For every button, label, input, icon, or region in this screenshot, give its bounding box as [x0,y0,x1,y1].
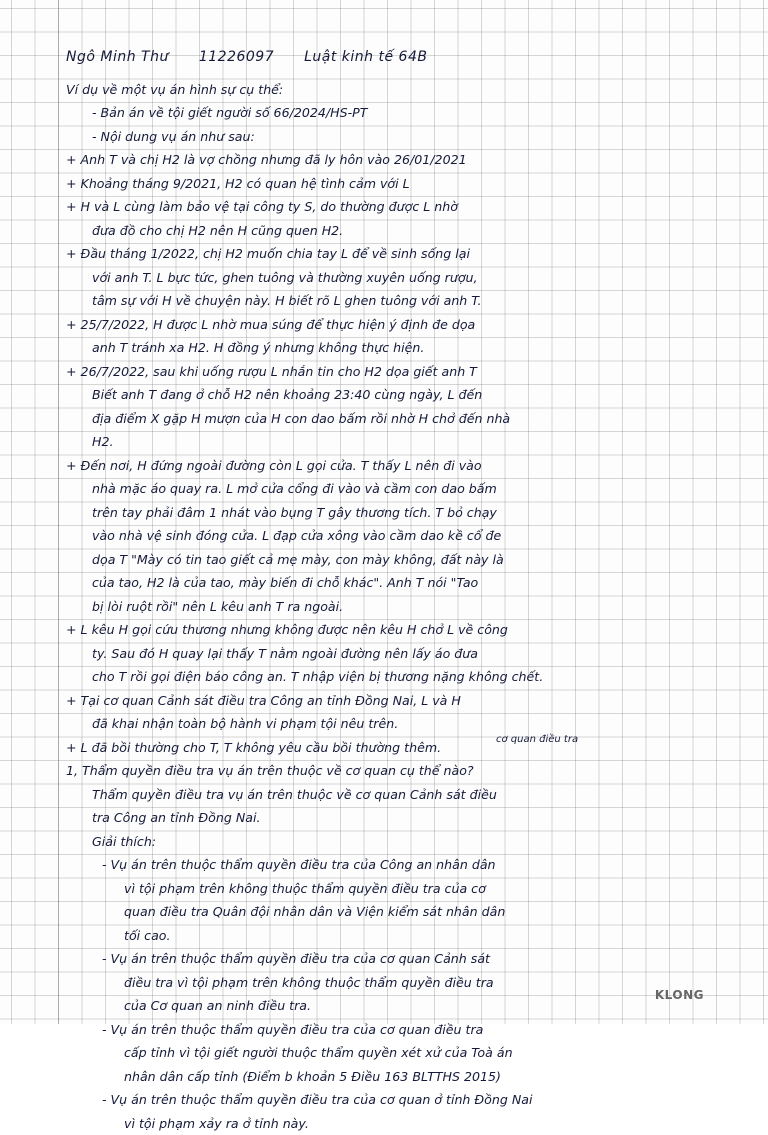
answer-line: Thẩm quyền điều tra vụ án trên thuộc về cơ quan Cảnh sát điều [66,783,736,807]
text-line: - Vụ án trên thuộc thẩm quyền điều tra của cơ quan điều tra [66,1018,736,1042]
student-name: Ngô Minh Thư [66,49,169,65]
text-line: trên tay phải đâm 1 nhát vào bụng T gây thương tích. T bỏ chạy [66,501,736,525]
text-line: + Khoảng tháng 9/2021, H2 có quan hệ tình cảm với L [66,172,736,196]
text-line: của Cơ quan an ninh điều tra. [66,994,736,1018]
text-line: cho T rồi gọi điện báo công an. T nhập viện bị thương nặng không chết. [66,665,736,689]
text-line: + L đã bồi thường cho T, T không yêu cầu bồi thường thêm. [66,736,736,760]
text-line: - Vụ án trên thuộc thẩm quyền điều tra của cơ quan Cảnh sát [66,947,736,971]
text-line: Ví dụ về một vụ án hình sự cụ thể: [66,78,736,102]
text-line: địa điểm X gặp H mượn của H con dao bấm rồi nhờ H chở đến nhà [66,407,736,431]
text-line: tối cao. [66,924,736,948]
margin-annotation: cơ quan điều tra [496,734,578,745]
explanation-heading: Giải thích: [66,830,736,854]
text-line: - Nội dung vụ án như sau: [66,125,736,149]
text-line: của tao, H2 là của tao, mày biến đi chỗ khác". Anh T nói "Tao [66,571,736,595]
text-line: + Tại cơ quan Cảnh sát điều tra Công an tỉnh Đồng Nai, L và H [66,689,736,713]
text-line: H2. [66,430,736,454]
text-line: đưa đồ cho chị H2 nên H cũng quen H2. [66,219,736,243]
text-line: với anh T. L bực tức, ghen tuông và thường xuyên uống rượu, [66,266,736,290]
text-line: nhân dân cấp tỉnh (Điểm b khoản 5 Điều 163 BLTTHS 2015) [66,1065,736,1089]
text-line: anh T tránh xa H2. H đồng ý nhưng không thực hiện. [66,336,736,360]
class-name: Luật kinh tế 64B [304,49,427,65]
handwritten-text [66,46,736,1135]
text-line: - Vụ án trên thuộc thẩm quyền điều tra của cơ quan ở tỉnh Đồng Nai [66,1088,736,1112]
text-line: Biết anh T đang ở chỗ H2 nên khoảng 23:40 cùng ngày, L đến [66,383,736,407]
text-line: + Đầu tháng 1/2022, chị H2 muốn chia tay L để về sinh sống lại [66,242,736,266]
student-id: 11226097 [199,49,274,65]
text-line: tâm sự với H về chuyện này. H biết rõ L ghen tuông với anh T. [66,289,736,313]
text-line: ty. Sau đó H quay lại thấy T nằm ngoài đường nên lấy áo đưa [66,642,736,666]
text-line: dọa T "Mày có tin tao giết cả mẹ mày, con mày không, đất này là [66,548,736,572]
text-line: + Anh T và chị H2 là vợ chồng nhưng đã ly hôn vào 26/01/2021 [66,148,736,172]
text-line: nhà mặc áo quay ra. L mở cửa cổng đi vào và cầm con dao bấm [66,477,736,501]
header-line [66,46,736,70]
text-line: - Vụ án trên thuộc thẩm quyền điều tra của Công an nhân dân [66,853,736,877]
answer-line: tra Công an tỉnh Đồng Nai. [66,806,736,830]
text-line: + Đến nơi, H đứng ngoài đường còn L gọi cửa. T thấy L nên đi vào [66,454,736,478]
text-line: cấp tỉnh vì tội giết người thuộc thẩm quyền xét xử của Toà án [66,1041,736,1065]
question-line: 1, Thẩm quyền điều tra vụ án trên thuộc về cơ quan cụ thể nào? [66,759,736,783]
watermark-logo: KLONG [655,988,704,1002]
text-line: + 25/7/2022, H được L nhờ mua súng để thực hiện ý định đe dọa [66,313,736,337]
text-line: vì tội phạm trên không thuộc thẩm quyền điều tra của cơ [66,877,736,901]
text-line: vì tội phạm xảy ra ở tỉnh này. [66,1112,736,1135]
text-line: quan điều tra Quân đội nhân dân và Viện kiểm sát nhân dân [66,900,736,924]
text-line: - Bản án về tội giết người số 66/2024/HS-PT [66,101,736,125]
text-line: điều tra vì tội phạm trên không thuộc thẩm quyền điều tra [66,971,736,995]
text-line: + H và L cùng làm bảo vệ tại công ty S, do thường được L nhờ [66,195,736,219]
text-line: + L kêu H gọi cứu thương nhưng không được nên kêu H chở L về công [66,618,736,642]
text-line: bị lòi ruột rồi" nên L kêu anh T ra ngoài. [66,595,736,619]
text-line: vào nhà vệ sinh đóng cửa. L đạp cửa xông vào cầm dao kề cổ đe [66,524,736,548]
text-line: đã khai nhận toàn bộ hành vi phạm tội nêu trên. [66,712,736,736]
margin-line [58,0,59,1024]
text-line: + 26/7/2022, sau khi uống rượu L nhắn tin cho H2 dọa giết anh T [66,360,736,384]
